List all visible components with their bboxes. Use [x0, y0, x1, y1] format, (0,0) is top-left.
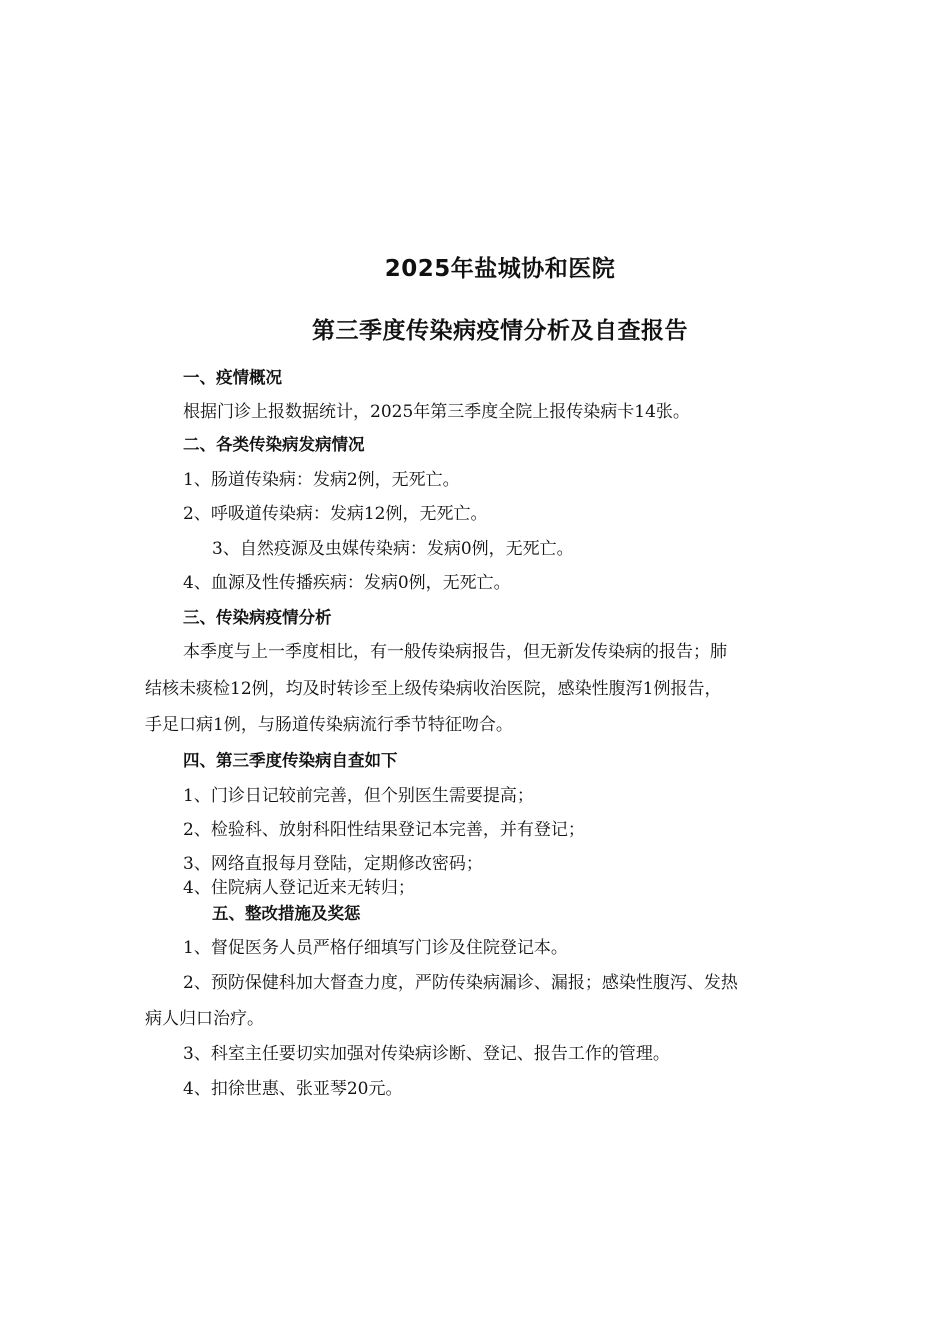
section-3-heading: 三、传染病疫情分析	[183, 608, 332, 627]
section-5-line: 4、扣徐世惠、张亚琴20元。	[183, 1079, 403, 1099]
section-2-item: 4、血源及性传播疾病：发病0例，无死亡。	[183, 573, 511, 593]
title-line-1: 2025年盐城协和医院	[384, 256, 616, 282]
section-3-line: 结核未痰检12例，均及时转诊至上级传染病收治医院，感染性腹泻1例报告，	[145, 679, 722, 699]
section-1-text: 根据门诊上报数据统计，2025年第三季度全院上报传染病卡14张。	[183, 402, 690, 422]
section-5-line: 1、督促医务人员严格仔细填写门诊及住院登记本。	[183, 938, 568, 958]
section-3-line: 手足口病1例，与肠道传染病流行季节特征吻合。	[145, 715, 513, 735]
section-3-line: 本季度与上一季度相比，有一般传染病报告，但无新发传染病的报告；肺	[183, 642, 727, 662]
title-line-2: 第三季度传染病疫情分析及自查报告	[312, 318, 688, 344]
section-5-heading: 五、整改措施及奖惩	[212, 904, 361, 923]
section-2-item: 3、自然疫源及虫媒传染病：发病0例，无死亡。	[212, 539, 574, 559]
section-2-item: 2、呼吸道传染病：发病12例，无死亡。	[183, 504, 488, 524]
section-5-line: 2、预防保健科加大督查力度，严防传染病漏诊、漏报；感染性腹泻、发热	[183, 973, 738, 993]
section-4-item: 1、门诊日记较前完善，但个别医生需要提高；	[183, 786, 534, 806]
section-2-item: 1、肠道传染病：发病2例，无死亡。	[183, 470, 460, 490]
section-4-heading: 四、第三季度传染病自查如下	[183, 751, 398, 770]
section-4-item: 2、检验科、放射科阳性结果登记本完善，并有登记；	[183, 820, 585, 840]
section-2-heading: 二、各类传染病发病情况	[183, 435, 365, 454]
section-5-line: 3、科室主任要切实加强对传染病诊断、登记、报告工作的管理。	[183, 1044, 670, 1064]
section-1-heading: 一、疫情概况	[183, 368, 282, 387]
section-4-item: 4、住院病人登记近来无转归；	[183, 878, 415, 898]
section-4-item: 3、网络直报每月登陆，定期修改密码；	[183, 854, 483, 874]
section-5-line: 病人归口治疗。	[145, 1009, 264, 1029]
